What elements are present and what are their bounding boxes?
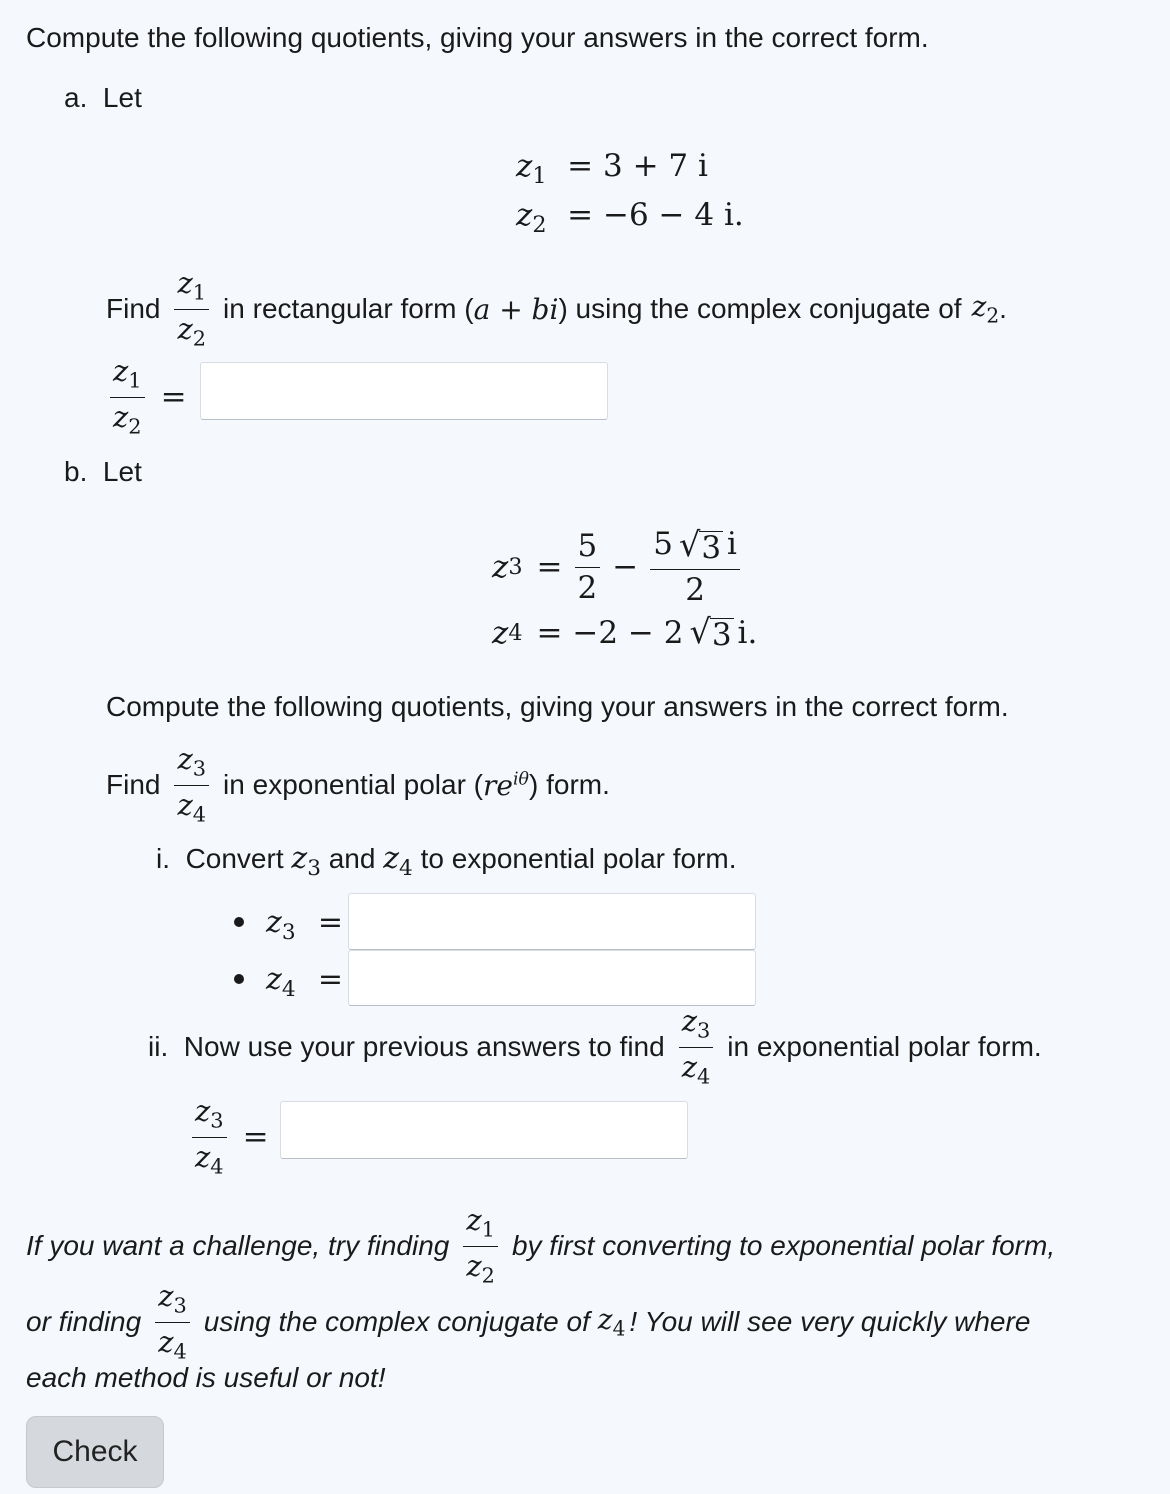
bullet-z4 xyxy=(234,974,244,984)
z3-fraction-real: $\frac{5}{2}$ xyxy=(575,530,601,604)
z3-answer-label: $z_3$ = xyxy=(266,905,344,945)
answer-fraction-z3-z4: $\frac{z_3}{z_4}$ xyxy=(192,1096,227,1178)
part-a-answer-row: $\frac{z_1}{z_2}$ = xyxy=(110,356,187,438)
z2-definition: $z_2 = -6 - 4$ i. xyxy=(516,197,744,239)
part-a-label xyxy=(64,82,142,114)
part-b-marker: b. xyxy=(64,456,88,487)
z3-over-z4-fraction-ii: $\frac{z_3}{z_4}$ xyxy=(679,1006,714,1088)
polar-form: $re^{i\theta}$ xyxy=(483,768,529,802)
z3-definition: z 3 = $\frac{5}{2}$ − 5 √ 3 i 2 xyxy=(492,528,740,606)
check-button[interactable]: Check xyxy=(26,1416,164,1488)
z4-definition: z 4 = −2 − 2 √ 3 i. xyxy=(492,612,758,653)
challenge-line-3: each method is useful or not! xyxy=(26,1362,386,1393)
answer-input-z3-over-z4[interactable] xyxy=(280,1101,688,1159)
part-a-find-line: Find $\frac{z_1}{z_2}$ in rectangular form ( a + bi ) using the complex conjugate of $z_2$ . xyxy=(106,266,1007,351)
sub-ii-line: ii. Now use your previous answers to find $\frac{z_3}{z_4}$ in exponential polar form. xyxy=(148,1004,1042,1089)
find-word: Find xyxy=(106,293,161,325)
part-b-compute-line: Compute the following quotients, giving your answers in the correct form. xyxy=(106,691,1009,722)
answer-input-z3-polar[interactable] xyxy=(348,893,756,950)
answer-input-z4-polar[interactable] xyxy=(348,950,756,1006)
z1-definition: $z_1 = 3 + 7$ i xyxy=(516,148,708,190)
sub-i-line: i. Convert $z_3$ and $z_4$ to exponential polar form. xyxy=(156,841,737,881)
z3-fraction-imag: 5 √ 3 i 2 xyxy=(650,528,740,606)
z3-over-z4-fraction: $\frac{z_3}{z_4}$ xyxy=(174,744,209,826)
challenge-line-2: or finding $\frac{z_3}{z_4}$ using the complex conjugate of $z_4$ ! You will see very quickly where xyxy=(26,1279,1031,1364)
bullet-z3 xyxy=(234,917,244,927)
answer-fraction-z1-z2: $\frac{z_1}{z_2}$ xyxy=(110,356,145,438)
intro-text: Compute the following quotients, giving your answers in the correct form. xyxy=(26,22,929,53)
answer-input-z1-over-z2[interactable] xyxy=(200,362,608,420)
part-b-let: Let xyxy=(102,456,142,487)
quotient-answer-row: $\frac{z_3}{z_4}$ = xyxy=(192,1096,269,1178)
rect-form: a + bi xyxy=(473,292,559,326)
z1-over-z2-fraction: $\frac{z_1}{z_2}$ xyxy=(174,268,209,350)
part-a-marker: a. xyxy=(64,82,88,113)
z4-answer-label: $z_4$ = xyxy=(266,962,344,1002)
part-a-let: Let xyxy=(102,82,142,113)
challenge-fraction-z1-z2: $\frac{z_1}{z_2}$ xyxy=(463,1205,498,1287)
challenge-fraction-z3-z4: $\frac{z_3}{z_4}$ xyxy=(155,1281,190,1363)
part-b-find-line: Find $\frac{z_3}{z_4}$ in exponential polar ( $re^{i\theta}$ ) form. xyxy=(106,742,610,827)
challenge-line-1: If you want a challenge, try finding $\frac{z_1}{z_2}$ by first converting to exponential polar form, xyxy=(26,1203,1056,1288)
part-b-label xyxy=(64,456,142,488)
